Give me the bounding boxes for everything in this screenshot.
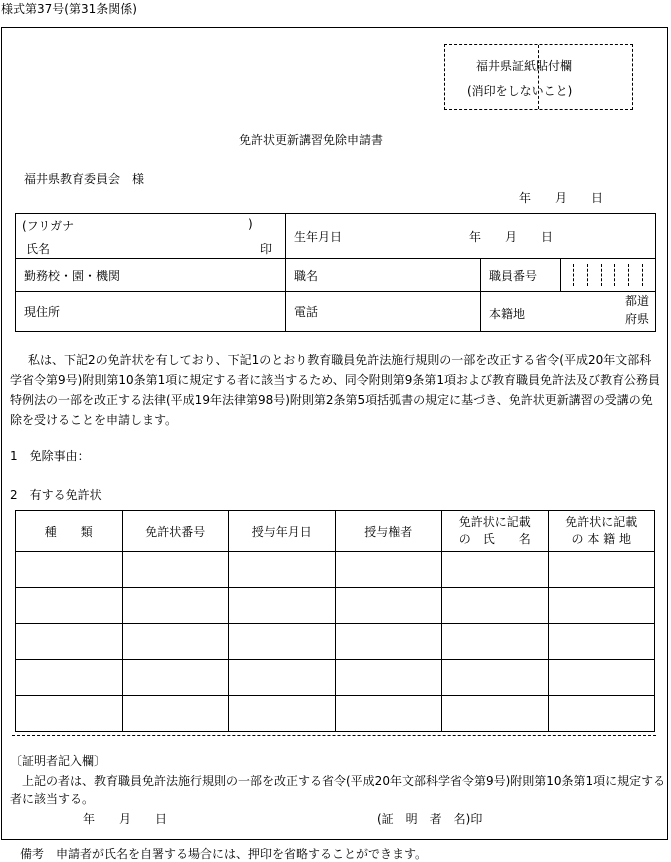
address-cell[interactable] [16, 292, 286, 332]
table-row [16, 552, 655, 588]
phone-label: 電話 [294, 305, 319, 319]
license-table [15, 510, 655, 732]
furigana-close: ) [248, 217, 253, 231]
certifier-statement: 上記の者は、教育職員免許法施行規則の一部を改正する省令(平成20年文部科学省令第9号)附則第10条第1項に規定する者に該当する。 [10, 774, 666, 806]
form-number: 様式第37号(第31条関係) [1, 2, 137, 16]
col-type: 種 類 [16, 511, 123, 552]
name-cell[interactable] [16, 214, 286, 259]
col-domicile-on-license: 免許状に記載 の 本 籍 地 [548, 511, 655, 552]
exemption-reason-label: 1 免除事由： [10, 449, 90, 463]
prefecture-label-top: 都道 [625, 294, 650, 308]
table-row [16, 660, 655, 696]
certifier-date: 年 月 日 [83, 812, 168, 826]
workplace-cell[interactable] [16, 259, 286, 292]
licenses-held-label: 2 有する免許状 [10, 488, 102, 502]
staff-number-boxes [567, 264, 649, 286]
birth-date-value: 年 月 日 [469, 230, 554, 244]
stamp-divider [538, 45, 539, 109]
col-name-on-license: 免許状に記載 の 氏 名 [442, 511, 549, 552]
stamp-note: (消印をしないこと) [467, 84, 573, 98]
form-title: 免許状更新講習免除申請書 [239, 133, 384, 147]
col-license-number: 免許状番号 [122, 511, 229, 552]
applicant-info-table [15, 213, 656, 332]
addressee: 福井県教育委員会 様 [24, 172, 145, 186]
birth-date-cell[interactable] [286, 214, 656, 259]
table-row [16, 588, 655, 624]
staff-number-label: 職員番号 [489, 268, 538, 283]
position-cell[interactable] [286, 259, 481, 292]
staff-number-label-cell [481, 259, 561, 292]
application-date: 年 月 日 [519, 191, 604, 205]
remarks-note: 備考 申請者が氏名を自署する場合には、押印を省略することができます。 [20, 847, 428, 861]
workplace-label: 勤務校・園・機関 [24, 268, 121, 283]
name-label: 氏名 [26, 242, 51, 256]
table-row [16, 696, 655, 732]
section-divider [12, 735, 656, 736]
address-label: 現住所 [24, 305, 61, 319]
col-issuer: 授与権者 [335, 511, 442, 552]
table-row [16, 624, 655, 660]
phone-cell[interactable] [286, 292, 481, 332]
position-label: 職名 [294, 268, 319, 283]
certifier-signature[interactable]: (証 明 者 名)印 [377, 812, 483, 826]
birth-date-label: 生年月日 [294, 230, 343, 244]
license-table-header [16, 511, 655, 552]
staff-number-cell[interactable] [561, 259, 656, 292]
application-statement: 私は、下記2の免許状を有しており、下記1のとおり教育職員免許法施行規則の一部を改正する省令(平成20年文部科学省令第9号)附則第10条第1項に規定する者に該当するため、同令附則第9条第1項および教育職員免許法及び教育公務員特例法の一部を改正する法律(平成19年法律第98号)附則第2条第5項括弧書の規定に基づき、免許状更新講習の受講の免除を受けることを申請します。 [10, 353, 661, 427]
col-issue-date: 授与年月日 [229, 511, 336, 552]
prefecture-label-bottom: 府県 [625, 312, 650, 326]
domicile-cell[interactable] [481, 292, 656, 332]
furigana-label: (フリガナ [22, 219, 75, 233]
revenue-stamp-area [444, 44, 633, 110]
seal-mark: 印 [260, 242, 273, 256]
certifier-heading: 〔証明者記入欄〕 [10, 754, 107, 768]
stamp-label: 福井県証紙貼付欄 [476, 59, 573, 73]
domicile-label: 本籍地 [489, 307, 526, 321]
